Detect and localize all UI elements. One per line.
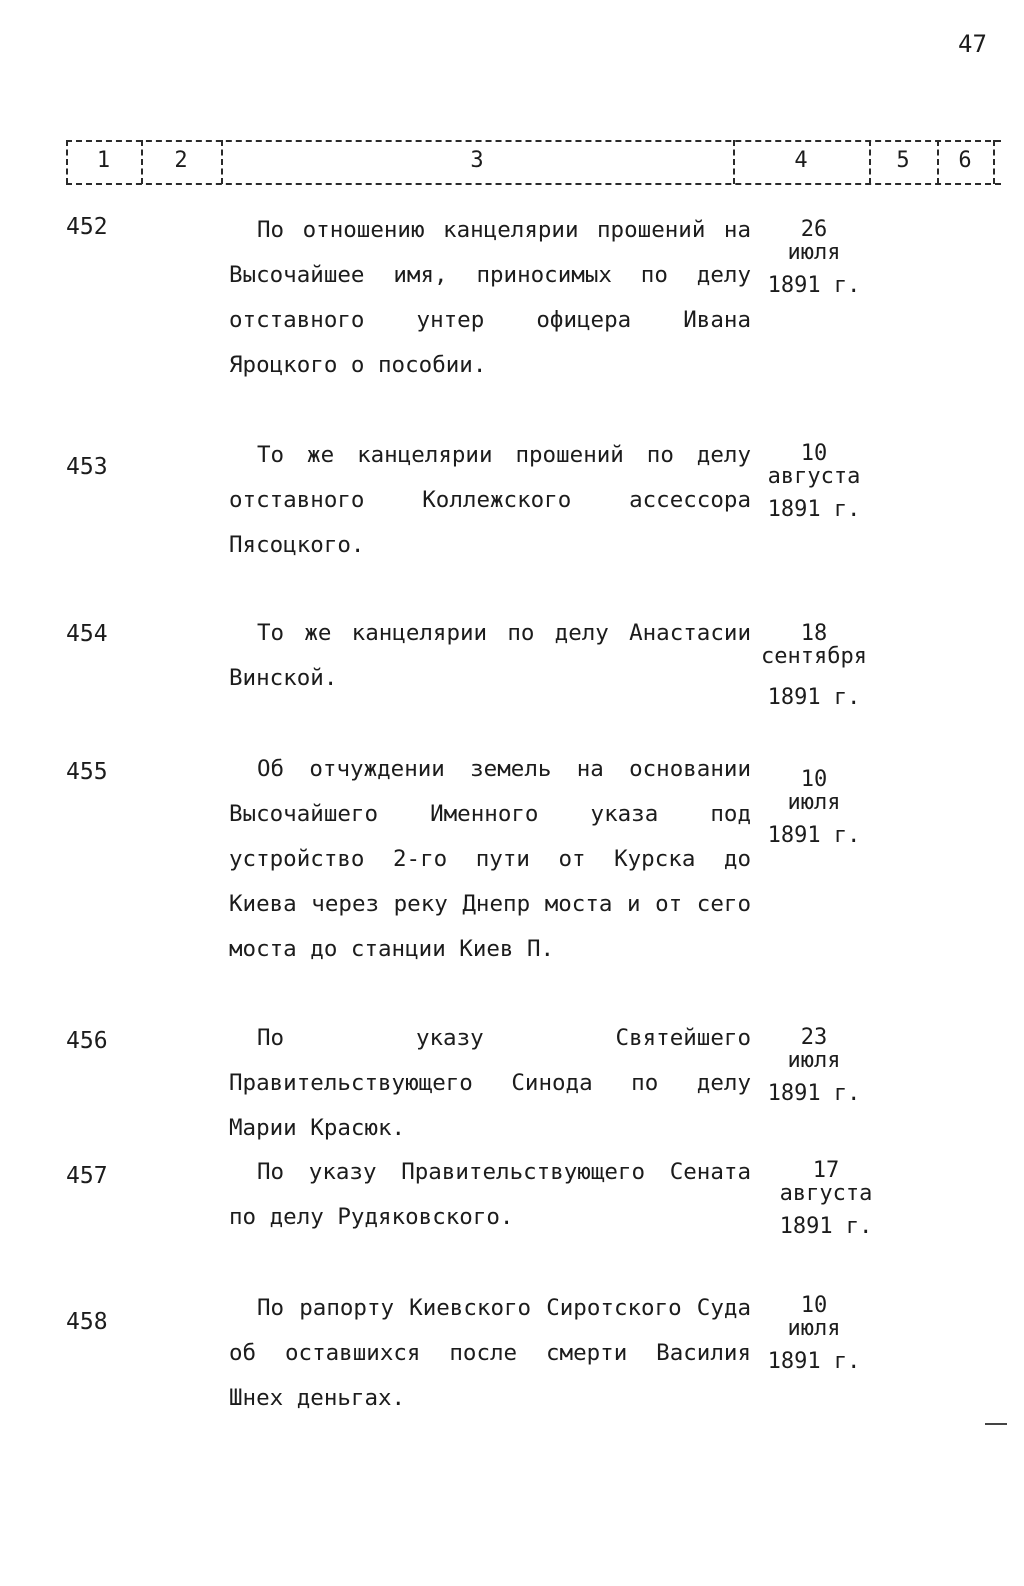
- date-month: августа: [767, 464, 861, 489]
- entry-date: [748, 218, 880, 297]
- date-month: августа: [779, 1181, 873, 1206]
- entry-text: По отношению канцелярии прошений на Высочайшее имя, приносимых по делу отставного унтер офицера Ивана Яроцкого о пособии.: [229, 217, 751, 378]
- entry-text: То же канцелярии по делу Анастасии Винской.: [229, 620, 751, 691]
- date-year: 1891 г.: [767, 1349, 861, 1374]
- entry-text: По рапорту Киевского Сиротского Суда об оставшихся после смерти Василия Шнех деньгах.: [229, 1295, 751, 1411]
- entry-date: [748, 768, 880, 847]
- date-day: 18: [800, 621, 828, 646]
- entry-number: 456: [66, 1028, 108, 1054]
- column-3-label: 3: [470, 148, 484, 173]
- entry-text: То же канцелярии прошений по делу отставного Коллежского ассессора Пясоцкого.: [229, 442, 751, 558]
- column-4-label: 4: [794, 148, 808, 173]
- header-separator: [993, 140, 995, 184]
- date-day: 10: [800, 767, 828, 792]
- date-month: июля: [787, 240, 841, 265]
- entry-date: [748, 622, 880, 709]
- date-day: 10: [800, 1293, 828, 1318]
- date-year: 1891 г.: [767, 1081, 861, 1106]
- date-month: июля: [787, 790, 841, 815]
- date-year: 1891 г.: [767, 273, 861, 298]
- date-day: 17: [812, 1158, 840, 1183]
- entry-date: [748, 1026, 880, 1105]
- entry-text: По указу Святейшего Правительствующего Синода по делу Марии Красюк.: [229, 1025, 751, 1141]
- date-year: 1891 г.: [767, 823, 861, 848]
- entry-number: 457: [66, 1163, 108, 1189]
- column-2-label: 2: [174, 148, 188, 173]
- entry-number: 454: [66, 621, 108, 647]
- date-month: июля: [787, 1048, 841, 1073]
- header-top-rule: [66, 140, 1001, 142]
- header-bottom-rule: [66, 183, 1001, 185]
- entry-number: 458: [66, 1309, 108, 1335]
- entry-text: По указу Правительствующего Сената по делу Рудяковского.: [229, 1159, 751, 1230]
- entry-number: 452: [66, 214, 108, 240]
- date-year: 1891 г.: [779, 1214, 873, 1239]
- entry-number: 453: [66, 454, 108, 480]
- date-month: сентября: [761, 644, 867, 669]
- page-number: 47: [958, 30, 987, 58]
- column-5-label: 5: [896, 148, 910, 173]
- margin-mark: [985, 1423, 1007, 1425]
- date-year: 1891 г.: [767, 685, 861, 710]
- column-1-label: 1: [96, 148, 111, 173]
- date-day: 23: [800, 1025, 828, 1050]
- date-month: июля: [787, 1316, 841, 1341]
- entry-text: Об отчуждении земель на основании Высочайшего Именного указа под устройство 2-го пути от Курска до Киева через реку Днепр моста и от сего моста до станции Киев П.: [229, 756, 751, 962]
- date-year: 1891 г.: [767, 497, 861, 522]
- entry-date: [760, 1159, 892, 1238]
- entry-date: [748, 442, 880, 521]
- date-day: 10: [800, 441, 828, 466]
- date-day: 26: [800, 217, 828, 242]
- entry-number: 455: [66, 759, 108, 785]
- column-6-label: 6: [958, 148, 972, 173]
- entry-date: [748, 1294, 880, 1373]
